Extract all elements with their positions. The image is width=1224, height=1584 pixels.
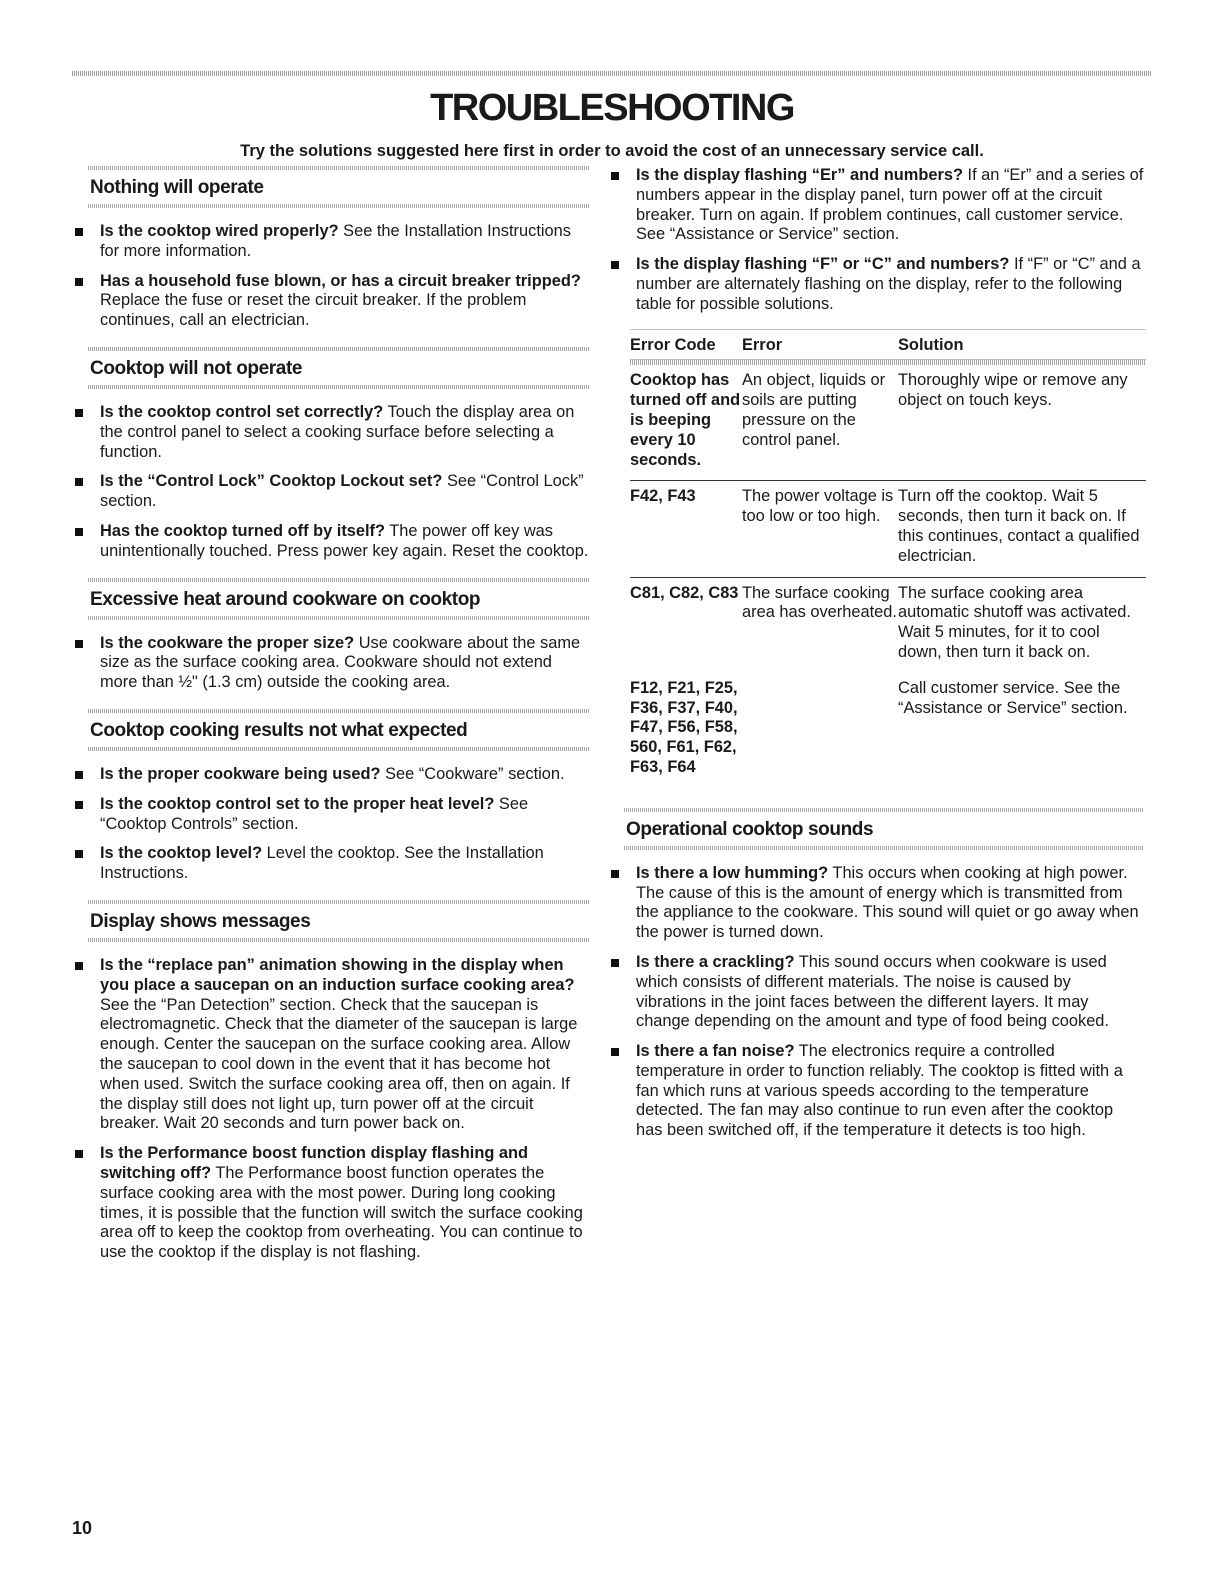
bullet-icon bbox=[75, 771, 83, 779]
list-item bbox=[88, 795, 590, 835]
section-header bbox=[88, 576, 590, 620]
solution-cell: The surface cooking area automatic shutoff was activated. Wait 5 minutes, for it to cool down, then turn it back on. bbox=[898, 583, 1131, 661]
item-list bbox=[88, 222, 590, 331]
section-header bbox=[88, 164, 590, 208]
solution-cell: Turn off the cooktop. Wait 5 seconds, then turn it back on. If this continues, contact a qualified electrician. bbox=[898, 481, 1146, 577]
bullet-icon bbox=[611, 172, 619, 180]
bullet-icon bbox=[75, 801, 83, 809]
list-item bbox=[88, 1144, 590, 1263]
item-question: Is the display flashing “F” or “C” and numbers? bbox=[636, 255, 1010, 274]
item-list bbox=[88, 956, 590, 1263]
item-list bbox=[624, 864, 1144, 1141]
item-answer: If “F” or “C” and a number are alternately flashing on the display, refer to the following table for possible solutions. bbox=[636, 255, 1141, 313]
section-header bbox=[88, 898, 590, 942]
solution-cell: Thoroughly wipe or remove any object on touch keys. bbox=[898, 365, 1146, 480]
top-divider bbox=[72, 71, 1152, 76]
item-question: Is there a low humming? bbox=[636, 863, 829, 882]
item-answer: If an “Er” and a series of numbers appear in the display panel, turn power off at the circuit breaker. Turn on again. If problem continues, call customer service. See “Assistance or Service” section. bbox=[636, 166, 1144, 244]
item-question: Is the proper cookware being used? bbox=[100, 764, 381, 783]
item-answer: See the “Pan Detection” section. Check that the saucepan is electromagnetic. Check that the diameter of the saucepan is large enough. Center the saucepan on the surface cooking area. Allow the saucepan to cool down in the event that it has become hot when used. Switch the surface cooking area off, then on again. If the display still does not light up, turn power off at the circuit breaker. Wait 20 seconds and turn power back on. bbox=[100, 995, 578, 1133]
column-header-error: Error bbox=[742, 335, 783, 354]
item-question: Is the cooktop wired properly? bbox=[100, 222, 339, 240]
item-answer: See “Cooktop Controls” section. bbox=[100, 794, 529, 833]
list-item bbox=[88, 472, 590, 512]
table-row bbox=[630, 577, 1146, 673]
item-question: Is the “replace pan” animation showing in the display when you place a saucepan on an induction surface cooking area? bbox=[100, 955, 575, 994]
error-cell: The surface cooking area has overheated. bbox=[742, 583, 897, 622]
item-question: Has a household fuse blown, or has a circuit breaker tripped? bbox=[100, 271, 581, 290]
item-answer: See “Cookware” section. bbox=[380, 764, 565, 783]
item-question: Has the cooktop turned off by itself? bbox=[100, 521, 386, 540]
item-question: Is the cooktop control set correctly? bbox=[100, 402, 384, 421]
bullet-icon bbox=[611, 870, 619, 878]
error-code-cell: F12, F21, F25, F36, F37, F40, F47, F56, F58, 560, F61, F62, F63, F64 bbox=[630, 678, 738, 776]
bullet-icon bbox=[75, 528, 83, 536]
bullet-icon bbox=[75, 850, 83, 858]
bullet-icon bbox=[611, 1048, 619, 1056]
item-question: Is the “Control Lock” Cooktop Lockout set? bbox=[100, 472, 443, 491]
item-question: Is the display flashing “Er” and numbers? bbox=[636, 166, 963, 184]
error-code-cell: Cooktop has turned off and is beeping every 10 seconds. bbox=[630, 365, 742, 480]
bullet-icon bbox=[75, 228, 83, 236]
column-header-code: Error Code bbox=[630, 335, 716, 354]
list-item bbox=[88, 522, 590, 562]
list-item bbox=[88, 765, 590, 785]
table-row bbox=[630, 481, 1146, 577]
item-answer: Replace the fuse or reset the circuit breaker. If the problem continues, call an electrician. bbox=[100, 291, 527, 330]
error-cell: The power voltage is too low or too high. bbox=[742, 481, 898, 577]
item-question: Is the cooktop level? bbox=[100, 844, 263, 863]
page-title: TROUBLESHOOTING bbox=[430, 87, 794, 129]
bullet-icon bbox=[611, 261, 619, 269]
item-answer: This sound occurs when cookware is used which consists of different materials. The noise is caused by vibrations in the joint faces between the different layers. It may change depending on the amount and type of food being cooked. bbox=[636, 952, 1109, 1031]
section-heading: Operational cooktop sounds bbox=[626, 818, 874, 840]
list-item bbox=[88, 956, 590, 1134]
bullet-icon bbox=[75, 1150, 83, 1158]
table-header-row bbox=[630, 329, 1146, 360]
list-item bbox=[88, 222, 590, 262]
section-header bbox=[88, 345, 590, 389]
list-item bbox=[624, 166, 1144, 245]
section-header bbox=[624, 806, 1144, 850]
table-row bbox=[630, 365, 1146, 480]
bullet-icon bbox=[75, 409, 83, 417]
section-heading: Excessive heat around cookware on cooktop bbox=[90, 588, 481, 610]
page-subtitle: Try the solutions suggested here first in order to avoid the cost of an unnecessary service call. bbox=[240, 142, 984, 160]
bullet-icon bbox=[75, 962, 83, 970]
error-cell: An object, liquids or soils are putting pressure on the control panel. bbox=[742, 365, 898, 480]
bullet-icon bbox=[611, 959, 619, 967]
table-row bbox=[630, 673, 1146, 788]
item-question: Is there a fan noise? bbox=[636, 1042, 795, 1061]
item-list bbox=[624, 166, 1144, 315]
item-answer: Touch the display area on the control panel to select a cooking surface before selecting a function. bbox=[100, 402, 575, 461]
item-answer: See “Control Lock” section. bbox=[100, 472, 584, 511]
item-list bbox=[88, 634, 590, 693]
list-item bbox=[624, 1042, 1144, 1141]
list-item bbox=[88, 272, 590, 331]
section-heading: Cooktop will not operate bbox=[90, 357, 303, 379]
column-header-solution: Solution bbox=[898, 335, 964, 354]
section-heading: Cooktop cooking results not what expected bbox=[90, 719, 468, 741]
item-answer: This occurs when cooking at high power. The cause of this is the amount of energy which is transmitted from the appliance to the cookware. This sound will quiet or go away when the power is turned down. bbox=[636, 863, 1139, 942]
item-question: Is there a crackling? bbox=[636, 952, 795, 971]
list-item bbox=[624, 953, 1144, 1032]
list-item bbox=[88, 844, 590, 884]
item-answer: The electronics require a controlled temperature in order to function reliably. The cooktop is fitted with a fan which runs at various speeds according to the temperature detected. The fan may also continue to run even after the cooktop has been switched off, if the temperature it detects is too high. bbox=[636, 1042, 1123, 1140]
item-question: Is the cooktop control set to the proper heat level? bbox=[100, 794, 495, 813]
item-answer: Level the cooktop. See the Installation Instructions. bbox=[100, 844, 544, 883]
item-answer: Use cookware about the same size as the surface cooking area. Cookware should not extend more than ½" (1.3 cm) outside the cooking area. bbox=[100, 633, 581, 692]
left-column bbox=[88, 164, 590, 1277]
error-code-cell: F42, F43 bbox=[630, 481, 742, 577]
list-item bbox=[624, 864, 1144, 943]
section-heading: Display shows messages bbox=[90, 910, 311, 932]
item-answer: The Performance boost function operates the surface cooking area with the most power. During long cooking times, it is possible that the function will switch the surface cooking area off to keep the cooktop from overheating. You can continue to use the cooktop if the display is not flashing. bbox=[100, 1163, 583, 1262]
item-list bbox=[88, 765, 590, 884]
list-item bbox=[88, 403, 590, 462]
item-answer: The power off key was unintentionally touched. Press power key again. Reset the cooktop. bbox=[100, 521, 589, 560]
item-question: Is the cookware the proper size? bbox=[100, 633, 355, 652]
solution-cell: Call customer service. See the “Assistance or Service” section. bbox=[898, 678, 1128, 717]
bullet-icon bbox=[75, 278, 83, 286]
section-heading: Nothing will operate bbox=[90, 177, 264, 198]
section-header bbox=[88, 707, 590, 751]
bullet-icon bbox=[75, 478, 83, 486]
bullet-icon bbox=[75, 640, 83, 648]
error-cell bbox=[742, 673, 898, 788]
item-question: Is the Performance boost function display flashing and switching off? bbox=[100, 1144, 529, 1182]
item-list bbox=[88, 403, 590, 562]
list-item bbox=[624, 255, 1144, 314]
right-column bbox=[624, 166, 1144, 1155]
error-code-table bbox=[630, 329, 1146, 788]
page-number: 10 bbox=[72, 1518, 93, 1538]
error-code-cell: C81, C82, C83 bbox=[630, 583, 739, 602]
list-item bbox=[88, 634, 590, 693]
item-answer: See the Installation Instructions for more information. bbox=[100, 222, 571, 260]
